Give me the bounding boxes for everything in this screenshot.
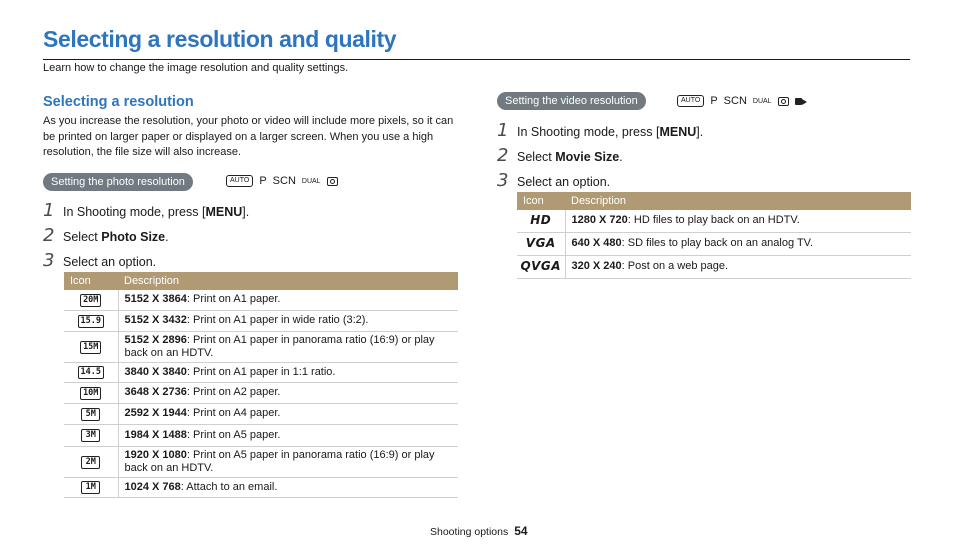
table-row xyxy=(64,290,458,310)
resolution-value: 1984 X 1488 xyxy=(124,428,187,441)
scene-mode-icon: SCN xyxy=(723,95,747,107)
menu-icon: MENU xyxy=(205,205,243,219)
resolution-description: : Print on A5 paper. xyxy=(186,428,281,441)
resolution-value: 3840 X 3840 xyxy=(124,365,187,378)
resolution-value: 5152 X 3432 xyxy=(124,314,187,326)
resolution-value: 1024 X 768 xyxy=(124,480,181,493)
section-body: As you increase the resolution, your photo or video will include more pixels, so it can be printed on larger paper or displayed on a larger screen. When you use a high resolution, the file size will also increase. xyxy=(43,115,454,158)
table-row xyxy=(64,362,458,382)
table-header-description: Description xyxy=(118,272,458,290)
movie-size-table xyxy=(517,192,911,279)
video-step-2: 2 Select Movie Size . xyxy=(497,145,623,166)
video-icon xyxy=(795,97,807,106)
resolution-icon: 14.5 xyxy=(78,366,104,379)
table-header-icon: Icon xyxy=(517,192,565,210)
dual-mode-icon: DUAL xyxy=(752,97,772,105)
resolution-value: 640 X 480 xyxy=(571,237,622,249)
resolution-value: 5152 X 2896 xyxy=(124,333,187,346)
resolution-description: : Print on A1 paper. xyxy=(186,293,281,306)
table-row xyxy=(64,310,458,331)
auto-mode-icon: AUTO xyxy=(226,175,253,187)
photo-resolution-pill: Setting the photo resolution xyxy=(43,173,193,191)
resolution-icon: 1M xyxy=(81,481,100,494)
program-mode-icon: P xyxy=(710,95,718,107)
scene-mode-icon: SCN xyxy=(272,175,296,187)
resolution-value: 2592 X 1944 xyxy=(124,407,187,419)
table-row xyxy=(64,424,458,446)
page-number: 54 xyxy=(514,524,528,538)
section-heading: Selecting a resolution xyxy=(43,94,194,110)
photo-mode-icons xyxy=(226,175,338,187)
resolution-icon: 15M xyxy=(80,341,101,354)
resolution-icon: 2M xyxy=(81,456,100,469)
video-mode-icons xyxy=(677,95,807,107)
resolution-description: : Print on A1 paper in panorama ratio (16:9) or play back on an HDTV. xyxy=(124,333,435,359)
table-row xyxy=(64,477,458,497)
resolution-value: 1280 X 720 xyxy=(571,214,628,227)
resolution-value: 3648 X 2736 xyxy=(124,386,187,398)
table-header-icon: Icon xyxy=(64,272,118,290)
camera-icon xyxy=(778,97,789,106)
video-step-3: 3 Select an option. xyxy=(497,170,611,191)
resolution-description: : HD files to play back on an HDTV. xyxy=(627,214,800,227)
table-row xyxy=(517,232,911,255)
resolution-value: 320 X 240 xyxy=(571,260,622,272)
footer-section: Shooting options xyxy=(430,526,509,538)
page-title: Selecting a resolution and quality xyxy=(43,26,397,52)
resolution-value: 5152 X 3864 xyxy=(124,293,187,306)
table-row xyxy=(64,331,458,362)
title-divider xyxy=(43,59,910,60)
auto-mode-icon: AUTO xyxy=(677,95,704,107)
resolution-description: : Attach to an email. xyxy=(180,480,278,493)
resolution-icon: 15.9 xyxy=(78,315,104,328)
table-header-description: Description xyxy=(565,192,911,210)
program-mode-icon: P xyxy=(259,175,267,187)
table-row xyxy=(64,446,458,477)
photo-step-3: 3 Select an option. xyxy=(43,250,157,271)
dual-mode-icon: DUAL xyxy=(301,177,321,185)
resolution-description: : Post on a web page. xyxy=(621,260,729,272)
table-row xyxy=(64,382,458,403)
resolution-icon: 20M xyxy=(80,294,101,307)
resolution-description: : Print on A5 paper in panorama ratio (16:9) or play back on an HDTV. xyxy=(124,448,435,474)
resolution-description: : Print on A2 paper. xyxy=(186,386,281,398)
page-footer xyxy=(430,524,528,538)
resolution-description: : Print on A4 paper. xyxy=(186,407,281,419)
resolution-icon: HD xyxy=(530,212,552,227)
resolution-icon: 10M xyxy=(80,387,101,400)
photo-step-2: 2 Select Photo Size . xyxy=(43,225,169,246)
photo-size-table xyxy=(64,272,458,498)
resolution-value: 1920 X 1080 xyxy=(124,448,187,461)
video-resolution-pill: Setting the video resolution xyxy=(497,92,646,110)
resolution-description: : SD files to play back on an analog TV. xyxy=(621,237,814,249)
resolution-icon: 5M xyxy=(81,408,100,421)
resolution-icon: 3M xyxy=(81,429,100,442)
table-row xyxy=(517,210,911,232)
resolution-description: : Print on A1 paper in 1:1 ratio. xyxy=(186,365,336,378)
video-step-1: 1 In Shooting mode, press [ MENU ]. xyxy=(497,120,704,141)
resolution-icon: VGA xyxy=(525,235,556,250)
table-row xyxy=(64,403,458,424)
table-row xyxy=(517,255,911,278)
resolution-description: : Print on A1 paper in wide ratio (3:2). xyxy=(186,314,369,326)
resolution-icon: QVGA xyxy=(520,258,562,273)
photo-step-1: 1 In Shooting mode, press [ MENU ]. xyxy=(43,200,250,221)
menu-icon: MENU xyxy=(659,125,697,139)
page-intro: Learn how to change the image resolution and quality settings. xyxy=(43,62,349,74)
camera-icon xyxy=(327,177,338,186)
